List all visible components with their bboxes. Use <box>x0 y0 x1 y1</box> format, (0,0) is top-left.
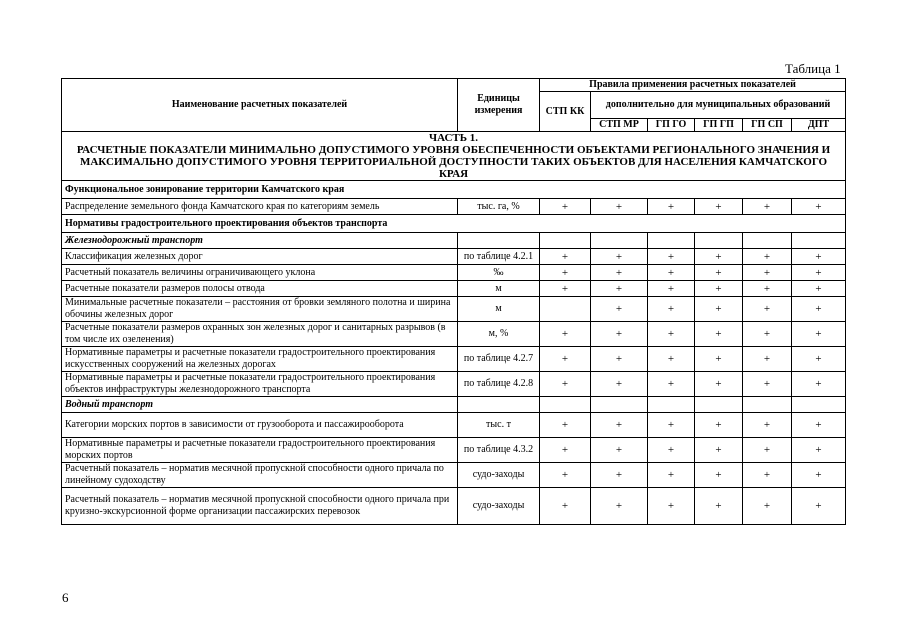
row-mark <box>540 297 591 322</box>
row-mark: + <box>695 297 743 322</box>
header-additional: дополнительно для муниципальных образований <box>591 92 846 119</box>
subsection-water: Водный транспорт <box>62 397 458 413</box>
row-mark: + <box>695 372 743 397</box>
row-unit: по таблице 4.2.8 <box>458 372 540 397</box>
row-unit: м <box>458 281 540 297</box>
row-mark: + <box>695 281 743 297</box>
section-zoning: Функциональное зонирование территории Камчатского края <box>62 181 846 199</box>
section-row <box>62 215 846 233</box>
row-mark: + <box>648 199 695 215</box>
row-mark: + <box>648 281 695 297</box>
table-row <box>62 463 846 488</box>
row-mark: + <box>743 297 792 322</box>
subsection-row <box>62 233 846 249</box>
row-mark: + <box>540 347 591 372</box>
row-unit: м, % <box>458 322 540 347</box>
table-row <box>62 199 846 215</box>
row-mark: + <box>540 199 591 215</box>
row-mark: + <box>743 347 792 372</box>
table-row <box>62 372 846 397</box>
row-name: Расчетный показатель – норматив месячной пропускной способности одного причала при круизно-экскурсионной форме организации пассажирских перевозок <box>62 488 458 525</box>
row-mark: + <box>743 413 792 438</box>
indicators-table <box>61 78 846 525</box>
row-name: Расчетный показатель – норматив месячной пропускной способности одного причала по линейному судоходству <box>62 463 458 488</box>
row-mark: + <box>591 347 648 372</box>
row-mark: + <box>540 322 591 347</box>
empty-cell <box>743 233 792 249</box>
row-mark: + <box>540 438 591 463</box>
empty-cell <box>792 397 846 413</box>
header-col-gp-gp: ГП ГП <box>695 119 743 132</box>
row-mark: + <box>591 438 648 463</box>
empty-cell <box>648 233 695 249</box>
row-mark: + <box>648 265 695 281</box>
row-name: Расчетные показатели размеров полосы отвода <box>62 281 458 297</box>
row-mark: + <box>743 249 792 265</box>
row-mark: + <box>591 322 648 347</box>
row-mark: + <box>648 347 695 372</box>
row-unit: по таблице 4.3.2 <box>458 438 540 463</box>
row-mark: + <box>743 372 792 397</box>
header-col-gp-go: ГП ГО <box>648 119 695 132</box>
row-mark: + <box>743 281 792 297</box>
row-mark: + <box>695 488 743 525</box>
subsection-rail: Железнодорожный транспорт <box>62 233 458 249</box>
row-mark: + <box>695 347 743 372</box>
table-caption: Таблица 1 <box>785 61 841 76</box>
row-mark: + <box>591 488 648 525</box>
row-mark: + <box>743 488 792 525</box>
part-row <box>62 132 846 181</box>
table-row <box>62 347 846 372</box>
part-title: ЧАСТЬ 1. <box>429 132 479 144</box>
row-mark: + <box>648 463 695 488</box>
row-mark: + <box>792 297 846 322</box>
row-mark: + <box>591 463 648 488</box>
empty-cell <box>540 397 591 413</box>
row-mark: + <box>540 488 591 525</box>
row-mark: + <box>648 488 695 525</box>
row-mark: + <box>591 297 648 322</box>
row-mark: + <box>540 281 591 297</box>
empty-cell <box>458 397 540 413</box>
table-row <box>62 488 846 525</box>
row-name: Нормативные параметры и расчетные показатели градостроительного проектирования искусственных сооружений на железных дорогах <box>62 347 458 372</box>
header-col-stp-mr: СТП МР <box>591 119 648 132</box>
empty-cell <box>743 397 792 413</box>
row-mark: + <box>743 199 792 215</box>
row-name: Категории морских портов в зависимости от грузооборота и пассажирооборота <box>62 413 458 438</box>
row-mark: + <box>695 413 743 438</box>
row-mark: + <box>540 265 591 281</box>
row-mark: + <box>591 199 648 215</box>
table-row <box>62 438 846 463</box>
section-row <box>62 181 846 199</box>
row-unit: тыс. т <box>458 413 540 438</box>
row-mark: + <box>695 265 743 281</box>
row-mark: + <box>792 281 846 297</box>
row-mark: + <box>648 413 695 438</box>
empty-cell <box>695 397 743 413</box>
row-mark: + <box>695 249 743 265</box>
table-row <box>62 413 846 438</box>
header-unit: Единицы измерения <box>458 79 540 132</box>
header-rules: Правила применения расчетных показателей <box>540 79 846 92</box>
empty-cell <box>792 233 846 249</box>
part-text: РАСЧЕТНЫЕ ПОКАЗАТЕЛИ МИНИМАЛЬНО ДОПУСТИМОГО УРОВНЯ ОБЕСПЕЧЕННОСТИ ОБЪЕКТАМИ РЕГИОНАЛЬНОГО ЗНАЧЕНИЯ И МАКСИМАЛЬНО ДОПУСТИМОГО УРОВНЯ ТЕРРИТОРИАЛЬНОЙ ДОСТУПНОСТИ ТАКИХ ОБЪЕКТОВ ДЛЯ НАСЕЛЕНИЯ КАМЧАТСКОГО КРАЯ <box>76 144 831 180</box>
row-unit: м <box>458 297 540 322</box>
part-heading <box>62 132 846 181</box>
row-mark: + <box>743 265 792 281</box>
row-mark: + <box>792 347 846 372</box>
row-name: Расчетные показатели размеров охранных зон железных дорог и санитарных разрывов (в том числе их озеленения) <box>62 322 458 347</box>
row-mark: + <box>591 372 648 397</box>
row-name: Нормативные параметры и расчетные показатели градостроительного проектирования объектов инфраструктуры железнодорожного транспорта <box>62 372 458 397</box>
row-unit: судо-заходы <box>458 488 540 525</box>
row-mark: + <box>792 463 846 488</box>
row-mark: + <box>792 249 846 265</box>
row-mark: + <box>695 438 743 463</box>
row-mark: + <box>591 413 648 438</box>
header-col-gp-sp: ГП СП <box>743 119 792 132</box>
header-stp-kk: СТП КК <box>540 92 591 132</box>
row-mark: + <box>648 438 695 463</box>
row-mark: + <box>695 199 743 215</box>
subsection-row <box>62 397 846 413</box>
row-unit: тыс. га, % <box>458 199 540 215</box>
row-mark: + <box>540 249 591 265</box>
row-mark: + <box>648 249 695 265</box>
row-mark: + <box>648 297 695 322</box>
row-name: Нормативные параметры и расчетные показатели градостроительного проектирования морских портов <box>62 438 458 463</box>
row-mark: + <box>591 249 648 265</box>
row-mark: + <box>540 413 591 438</box>
row-name: Классификация железных дорог <box>62 249 458 265</box>
row-mark: + <box>792 199 846 215</box>
row-mark: + <box>648 322 695 347</box>
header-row-1 <box>62 79 846 92</box>
row-mark: + <box>743 322 792 347</box>
table-row <box>62 322 846 347</box>
row-name: Расчетный показатель величины ограничивающего уклона <box>62 265 458 281</box>
row-mark: + <box>743 438 792 463</box>
row-mark: + <box>540 463 591 488</box>
row-unit: судо-заходы <box>458 463 540 488</box>
row-unit: по таблице 4.2.1 <box>458 249 540 265</box>
row-mark: + <box>591 265 648 281</box>
header-col-dpt: ДПТ <box>792 119 846 132</box>
table-row <box>62 297 846 322</box>
row-mark: + <box>792 413 846 438</box>
row-mark: + <box>695 463 743 488</box>
row-mark: + <box>540 372 591 397</box>
row-mark: + <box>792 488 846 525</box>
row-name: Распределение земельного фонда Камчатского края по категориям земель <box>62 199 458 215</box>
empty-cell <box>591 397 648 413</box>
header-name: Наименование расчетных показателей <box>62 79 458 132</box>
table-row <box>62 265 846 281</box>
row-unit: по таблице 4.2.7 <box>458 347 540 372</box>
empty-cell <box>695 233 743 249</box>
row-mark: + <box>695 322 743 347</box>
empty-cell <box>540 233 591 249</box>
row-mark: + <box>792 372 846 397</box>
table-row <box>62 249 846 265</box>
empty-cell <box>648 397 695 413</box>
table-row <box>62 281 846 297</box>
row-mark: + <box>792 322 846 347</box>
empty-cell <box>591 233 648 249</box>
row-mark: + <box>743 463 792 488</box>
row-mark: + <box>648 372 695 397</box>
row-mark: + <box>591 281 648 297</box>
row-mark: + <box>792 438 846 463</box>
row-mark: + <box>792 265 846 281</box>
row-name: Минимальные расчетные показатели – расстояния от бровки земляного полотна и ширина обочины железных дорог <box>62 297 458 322</box>
empty-cell <box>458 233 540 249</box>
row-unit: ‰ <box>458 265 540 281</box>
section-transport: Нормативы градостроительного проектирования объектов транспорта <box>62 215 846 233</box>
page-number: 6 <box>62 590 69 605</box>
